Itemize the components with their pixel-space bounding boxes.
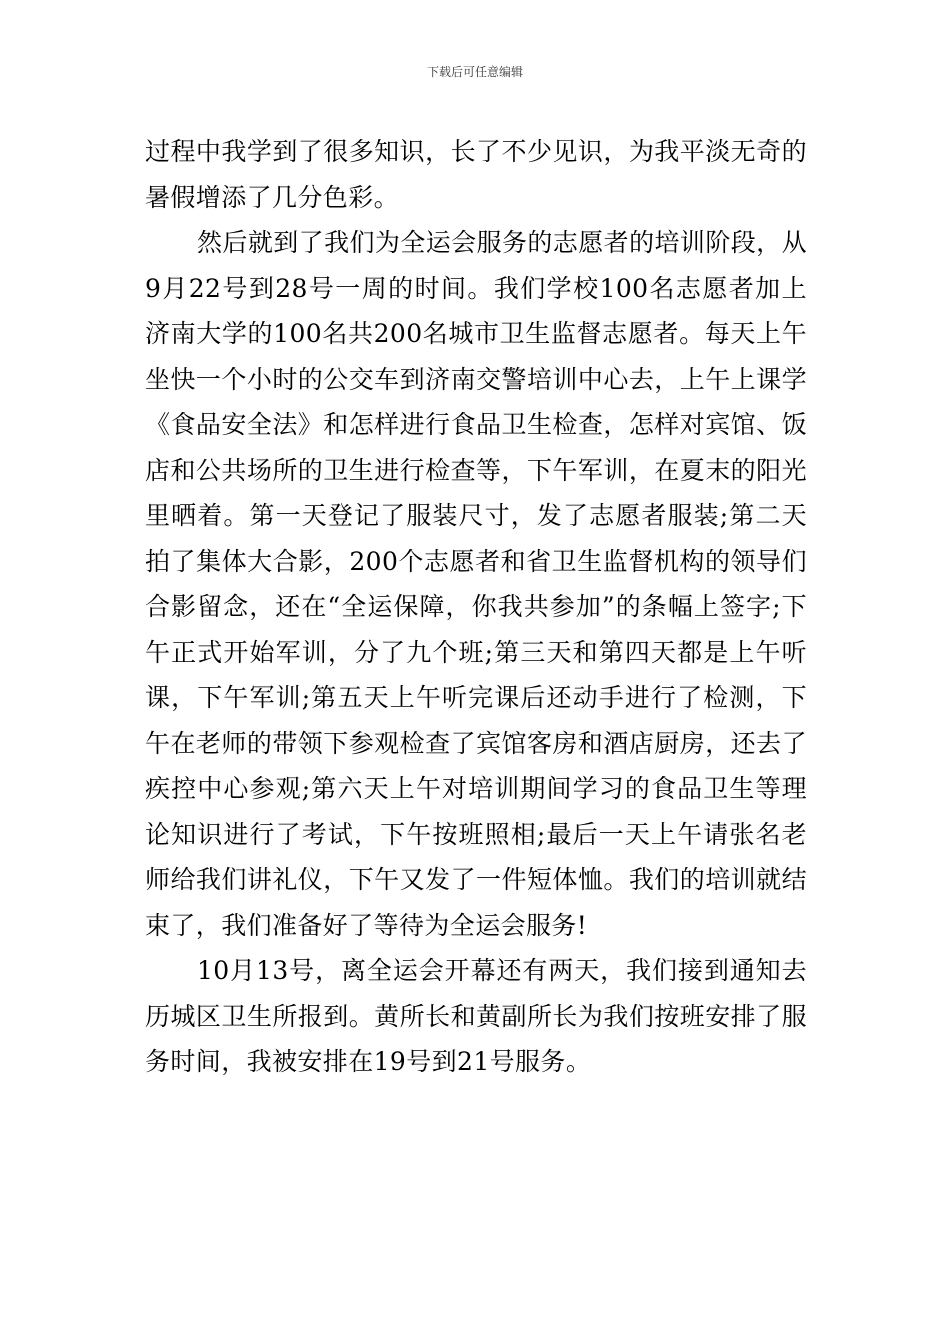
paragraph-continuation: 过程中我学到了很多知识，长了不少见识，为我平淡无奇的暑假增添了几分色彩。 xyxy=(145,137,807,212)
paragraph-training: 然后就到了我们为全运会服务的志愿者的培训阶段，从9月22号到28号一周的时间。我们学校100名志愿者加上济南大学的100名共200名城市卫生监督志愿者。每天上午坐快一个小时的公交车到济南交警培训中心去，上午上课学《食品安全法》和怎样进行食品卫生检查，怎样对宾馆、饭店和公共场所的卫生进行检查等，下午军训，在夏末的阳光里晒着。第一天登记了服装尺寸，发了志愿者服装;第二天拍了集体大合影，200个志愿者和省卫生监督机构的领导们合影留念，还在“全运保障，你我共参加”的条幅上签字;下午正式开始军训，分了九个班;第三天和第四天都是上午听课，下午军训;第五天上午听完课后还动手进行了检测，下午在老师的带领下参观检查了宾馆客房和酒店厨房，还去了疾控中心参观;第六天上午对培训期间学习的食品卫生等理论知识进行了考试，下午按班照相;最后一天上午请张名老师给我们讲礼仪，下午又发了一件短体恤。我们的培训就结束了，我们准备好了等待为全运会服务! xyxy=(145,228,807,940)
page-header: 下载后可任意编辑 xyxy=(426,65,523,79)
document-body xyxy=(145,129,807,1085)
paragraph-registration: 10月13号，离全运会开幕还有两天，我们接到通知去历城区卫生所报到。黄所长和黄副所长为我们按班安排了服务时间，我被安排在19号到21号服务。 xyxy=(145,956,807,1076)
